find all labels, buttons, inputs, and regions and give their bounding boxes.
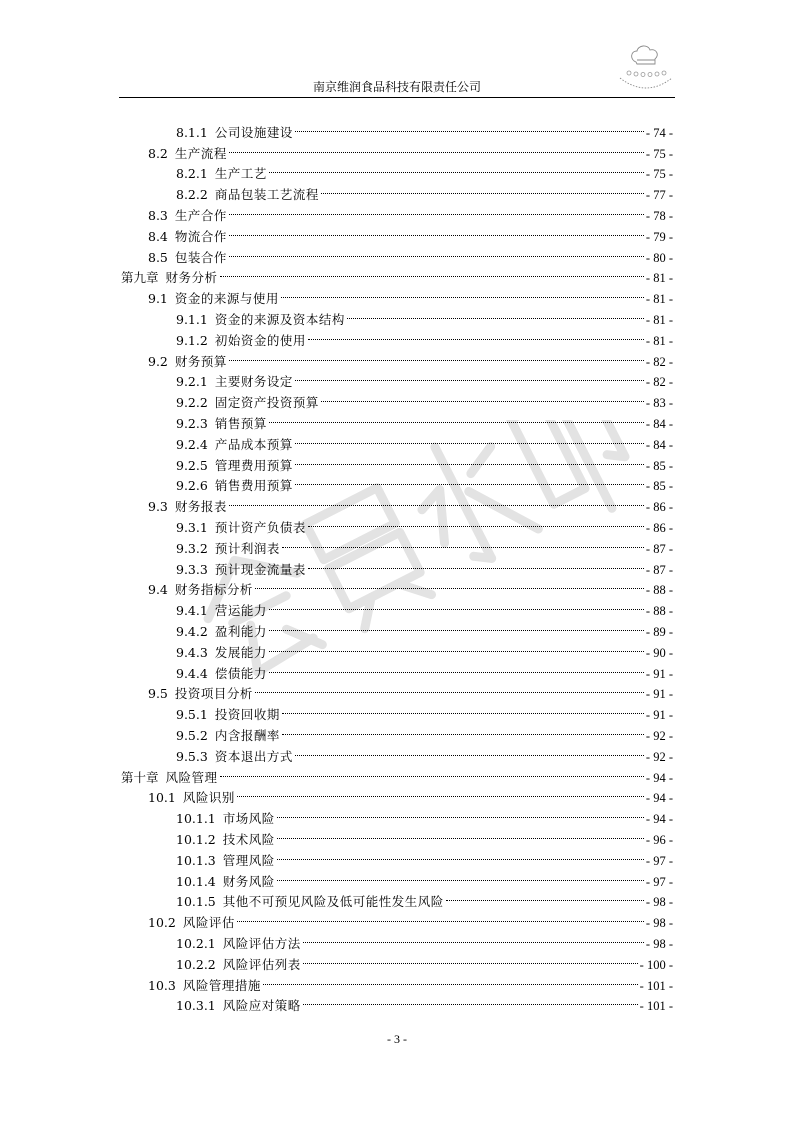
toc-page-number: - 85 - (645, 458, 673, 473)
toc-dot-leader (227, 220, 646, 241)
toc-page-number: - 100 - (639, 957, 673, 972)
toc-entry[interactable] (0, 636, 794, 660)
toc-section-number: 9.5.3 (176, 748, 208, 764)
toc-dot-leader (267, 158, 646, 179)
toc-page-number: - 77 - (645, 188, 673, 203)
toc-dot-leader (345, 303, 646, 324)
toc-page-number: - 94 - (645, 812, 673, 827)
toc-entry[interactable] (0, 345, 794, 369)
toc-section-title: 营运能力 (214, 603, 267, 619)
toc-dot-leader (275, 865, 646, 886)
toc-entry[interactable] (0, 615, 794, 639)
toc-entry[interactable] (0, 990, 794, 1014)
toc-entry[interactable] (0, 574, 794, 598)
toc-section-title: 财务指标分析 (174, 582, 253, 598)
page-number: - 3 - (387, 1032, 407, 1046)
toc-page-number: - 85 - (645, 479, 673, 494)
toc-section-number: 9.4.2 (176, 623, 208, 639)
toc-section-number: 9.3.1 (176, 519, 208, 535)
toc-page-number: - 75 - (645, 146, 673, 161)
toc-page-number: - 81 - (645, 312, 673, 327)
toc-page-number: - 92 - (645, 749, 673, 764)
toc-page-number: - 84 - (645, 437, 673, 452)
toc-entry[interactable] (0, 823, 794, 847)
toc-section-number: 10.1.3 (176, 852, 216, 868)
toc-section-number: 第十章 (121, 769, 159, 785)
toc-section-title: 财务分析 (165, 270, 218, 286)
toc-entry[interactable] (0, 719, 794, 743)
toc-section-title: 固定资产投资预算 (214, 395, 319, 411)
toc-section-number: 8.5 (148, 249, 168, 265)
toc-entry[interactable] (0, 220, 794, 244)
toc-entry[interactable] (0, 511, 794, 535)
toc-page-number: - 91 - (645, 687, 673, 702)
toc-section-title: 资本退出方式 (214, 748, 293, 764)
toc-section-number: 10.1.2 (176, 831, 216, 847)
toc-section-number: 9.4.4 (176, 665, 208, 681)
toc-entry[interactable] (0, 740, 794, 764)
toc-entry[interactable] (0, 449, 794, 473)
toc-dot-leader (306, 511, 646, 532)
toc-section-title: 风险管理 (165, 769, 218, 785)
header-rule (119, 97, 675, 98)
toc-dot-leader (275, 823, 646, 844)
toc-page-number: - 84 - (645, 416, 673, 431)
toc-dot-leader (280, 698, 646, 719)
toc-entry[interactable] (0, 199, 794, 223)
toc-page-number: - 94 - (645, 791, 673, 806)
toc-entry[interactable] (0, 761, 794, 785)
toc-page-number: - 83 - (645, 396, 673, 411)
toc-entry[interactable] (0, 698, 794, 723)
toc-page-number: - 82 - (645, 375, 673, 390)
toc-page-number: - 79 - (645, 229, 673, 244)
toc-section-number: 10.1 (148, 790, 176, 806)
toc-entry[interactable] (0, 948, 794, 972)
toc-section-number: 10.2 (148, 915, 176, 931)
toc-dot-leader (293, 740, 646, 761)
toc-section-title: 生产流程 (174, 145, 227, 161)
toc-entry[interactable] (0, 490, 794, 515)
toc-entry[interactable] (0, 678, 794, 702)
toc-section-title: 生产合作 (174, 207, 227, 223)
toc-dot-leader (267, 636, 646, 657)
toc-section-title: 风险评估方法 (222, 935, 301, 951)
toc-section-number: 9.2.4 (176, 436, 208, 452)
toc-dot-leader (227, 137, 646, 158)
toc-section-number: 9.1.2 (176, 332, 208, 348)
toc-page-number: - 98 - (645, 936, 673, 951)
toc-section-title: 预计利润表 (214, 540, 280, 556)
toc-entry-line (176, 990, 673, 1018)
toc-section-title: 资金的来源及资本结构 (214, 311, 345, 327)
toc-entry[interactable] (0, 553, 794, 577)
toc-page-number: - 81 - (645, 333, 673, 348)
toc-dot-leader (261, 969, 640, 990)
toc-page-number: - 89 - (645, 624, 673, 639)
toc-section-title: 风险评估 (182, 915, 235, 931)
toc-section-number: 9.4.1 (176, 603, 208, 619)
toc-section-number: 9.2.5 (176, 457, 208, 473)
toc-page-number: - 82 - (645, 354, 673, 369)
toc-dot-leader (267, 657, 646, 678)
toc-section-title: 投资项目分析 (174, 686, 253, 702)
toc-section-title: 管理费用预算 (214, 457, 293, 473)
toc-section-number: 10.1.1 (176, 811, 216, 827)
toc-section-number: 8.1.1 (176, 124, 208, 140)
toc-section-number: 9.1 (148, 291, 168, 307)
toc-section-title: 财务预算 (174, 353, 227, 369)
toc-page-number: - 75 - (645, 167, 673, 182)
toc-section-title: 财务风险 (222, 873, 275, 889)
toc-section-number: 第九章 (121, 270, 159, 286)
toc-entry[interactable] (0, 844, 794, 868)
toc-section-title: 内含报酬率 (214, 727, 280, 743)
toc-section-number: 9.2.3 (176, 415, 208, 431)
toc-section-number: 10.3.1 (176, 998, 216, 1014)
toc-section-number: 8.2.1 (176, 166, 208, 182)
toc-dot-leader (227, 490, 646, 511)
toc-entry[interactable] (0, 906, 794, 931)
toc-entry[interactable] (0, 324, 794, 348)
toc-section-number: 9.5.1 (176, 707, 208, 723)
toc-page-number: - 96 - (645, 832, 673, 847)
toc-dot-leader (301, 927, 646, 948)
toc-section-title: 初始资金的使用 (214, 332, 306, 348)
toc-entry[interactable] (0, 158, 794, 182)
toc-section-number: 9.2.6 (176, 478, 208, 494)
toc-section-number: 8.2 (148, 145, 168, 161)
toc-dot-leader (280, 719, 646, 740)
toc-dot-leader (275, 844, 646, 865)
toc-page-number: - 81 - (645, 292, 673, 307)
toc-dot-leader (227, 199, 646, 220)
toc-dot-leader (253, 574, 646, 595)
toc-section-number: 9.3 (148, 499, 168, 515)
toc-dot-leader (293, 428, 646, 449)
toc-section-title: 资金的来源与使用 (174, 291, 279, 307)
toc-entry[interactable] (0, 116, 794, 140)
toc-page-number: - 90 - (645, 645, 673, 660)
toc-page-number: - 94 - (645, 770, 673, 785)
toc-section-title: 生产工艺 (214, 166, 267, 182)
header-title: 南京维润食品科技有限责任公司 (312, 80, 481, 94)
toc-section-title: 包装合作 (174, 249, 227, 265)
toc-dot-leader (275, 802, 646, 823)
toc-page-number: - 91 - (645, 708, 673, 723)
toc-section-title: 风险识别 (182, 790, 235, 806)
toc-section-number: 10.1.5 (176, 894, 216, 910)
toc-dot-leader (267, 594, 646, 615)
toc-entry[interactable] (0, 470, 794, 494)
toc-section-title: 其他不可预见风险及低可能性发生风险 (222, 894, 444, 910)
toc-entry[interactable] (0, 532, 794, 556)
toc-dot-leader (319, 178, 646, 199)
toc-section-number: 9.3.2 (176, 540, 208, 556)
toc-entry[interactable] (0, 137, 794, 161)
toc-page-number: - 98 - (645, 895, 673, 910)
toc-section-title: 销售费用预算 (214, 478, 293, 494)
toc-section-title: 管理风险 (222, 852, 275, 868)
toc-section-title: 预计资产负债表 (214, 519, 306, 535)
toc-section-title: 风险管理措施 (182, 977, 261, 993)
toc-page-number: - 88 - (645, 604, 673, 619)
toc-entry[interactable] (0, 782, 794, 806)
toc-entry[interactable] (0, 969, 794, 993)
toc-dot-leader (293, 449, 646, 470)
toc-page-number: - 91 - (645, 666, 673, 681)
toc-section-number: 9.2 (148, 353, 168, 369)
toc-dot-leader (280, 532, 646, 553)
toc-section-title: 财务报表 (174, 499, 227, 515)
toc-section-title: 技术风险 (222, 831, 275, 847)
toc-page-number: - 80 - (645, 250, 673, 265)
company-logo (612, 40, 680, 96)
toc-dot-leader (218, 262, 646, 283)
toc-entry[interactable] (0, 865, 794, 889)
toc-entry[interactable] (0, 594, 794, 619)
toc-section-number: 10.3 (148, 977, 176, 993)
toc-dot-leader (227, 345, 646, 366)
toc-dot-leader (306, 553, 646, 574)
toc-section-number: 8.4 (148, 228, 168, 244)
toc-page-number: - 92 - (645, 728, 673, 743)
toc-dot-leader (319, 386, 646, 407)
toc-page-number: - 81 - (645, 271, 673, 286)
toc-page-number: - 101 - (639, 978, 673, 993)
toc-section-title: 盈利能力 (214, 623, 267, 639)
toc-entry[interactable] (0, 407, 794, 431)
toc-section-number: 9.3.3 (176, 561, 208, 577)
toc-dot-leader (293, 470, 646, 491)
toc-dot-leader (444, 886, 646, 907)
toc-entry[interactable] (0, 262, 794, 286)
toc-dot-leader (267, 615, 646, 636)
toc-page-number: - 86 - (645, 520, 673, 535)
toc-section-number: 9.5 (148, 686, 168, 702)
toc-dot-leader (235, 906, 646, 927)
toc-entry[interactable] (0, 386, 794, 411)
toc-entry[interactable] (0, 886, 794, 910)
toc-dot-leader (235, 782, 646, 803)
toc-dot-leader (293, 116, 646, 137)
toc-page-number: - 97 - (645, 853, 673, 868)
toc-section-title: 主要财务设定 (214, 374, 293, 390)
toc-entry[interactable] (0, 428, 794, 452)
toc-page-number: - 78 - (645, 208, 673, 223)
toc-section-number: 10.1.4 (176, 873, 216, 889)
toc-dot-leader (279, 282, 646, 303)
toc-section-title: 市场风险 (222, 811, 275, 827)
toc-page-number: - 97 - (645, 874, 673, 889)
toc-page-number: - 74 - (645, 125, 673, 140)
toc-entry[interactable] (0, 282, 794, 307)
toc-page-number: - 87 - (645, 562, 673, 577)
toc-entry[interactable] (0, 178, 794, 203)
toc-section-number: 9.1.1 (176, 311, 208, 327)
toc-section-number: 9.2.1 (176, 374, 208, 390)
toc-section-title: 物流合作 (174, 228, 227, 244)
toc-section-title: 风险评估列表 (222, 956, 301, 972)
toc-dot-leader (293, 366, 646, 387)
toc-dot-leader (306, 324, 646, 345)
toc-section-number: 10.2.2 (176, 956, 216, 972)
toc-dot-leader (253, 678, 646, 699)
toc-entry[interactable] (0, 241, 794, 265)
toc-section-number: 9.5.2 (176, 727, 208, 743)
toc-page-number: - 88 - (645, 583, 673, 598)
toc-section-title: 偿债能力 (214, 665, 267, 681)
toc-section-title: 风险应对策略 (222, 998, 301, 1014)
toc-section-title: 销售预算 (214, 415, 267, 431)
toc-page-number: - 98 - (645, 916, 673, 931)
toc-section-title: 投资回收期 (214, 707, 280, 723)
toc-section-number: 8.3 (148, 207, 168, 223)
toc-section-number: 8.2.2 (176, 187, 208, 203)
toc-entry[interactable] (0, 657, 794, 681)
toc-page-number: - 87 - (645, 541, 673, 556)
toc-dot-leader (218, 761, 646, 782)
toc-section-number: 9.4.3 (176, 644, 208, 660)
toc-section-number: 9.2.2 (176, 395, 208, 411)
toc-section-number: 10.2.1 (176, 935, 216, 951)
toc-section-title: 公司设施建设 (214, 124, 293, 140)
toc-section-title: 预计现金流量表 (214, 561, 306, 577)
toc-page-number: - 86 - (645, 500, 673, 515)
toc-dot-leader (301, 948, 640, 969)
toc-entry[interactable] (0, 802, 794, 827)
toc-entry[interactable] (0, 366, 794, 390)
toc-entry[interactable] (0, 927, 794, 951)
toc-section-number: 9.4 (148, 582, 168, 598)
toc-section-title: 商品包装工艺流程 (214, 187, 319, 203)
toc-section-title: 发展能力 (214, 644, 267, 660)
toc-section-title: 产品成本预算 (214, 436, 293, 452)
toc-dot-leader (267, 407, 646, 428)
toc-entry[interactable] (0, 303, 794, 327)
toc-dot-leader (301, 990, 640, 1011)
toc-page-number: - 101 - (639, 999, 673, 1014)
toc-dot-leader (227, 241, 646, 262)
